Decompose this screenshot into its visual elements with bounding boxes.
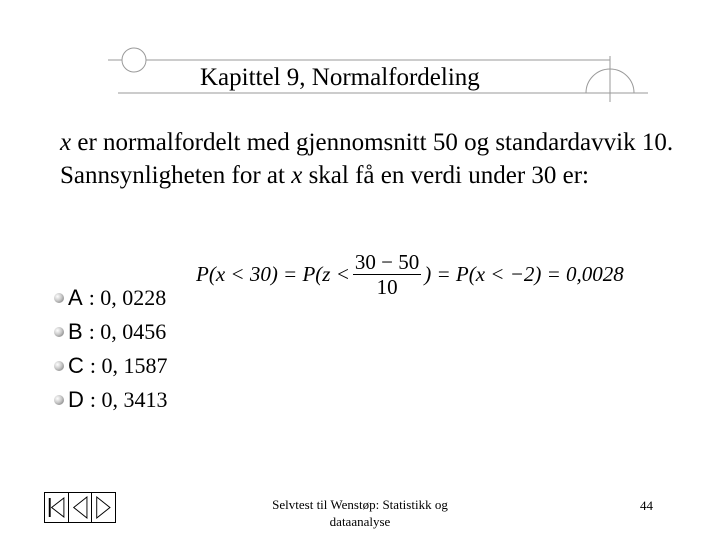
question-text	[60, 126, 700, 192]
probability-formula	[196, 244, 666, 304]
answer-value: : 0, 0456	[88, 319, 167, 344]
answer-option-c[interactable]	[54, 349, 168, 383]
bullet-icon	[54, 361, 64, 371]
question-variable: x	[291, 162, 303, 189]
question-variable: x	[60, 129, 72, 156]
previous-slide-button[interactable]	[69, 493, 93, 522]
slide-navigation	[44, 492, 116, 523]
answer-option-b[interactable]	[54, 315, 168, 349]
next-slide-icon	[92, 493, 115, 522]
first-slide-button[interactable]	[45, 493, 69, 522]
next-slide-button[interactable]	[92, 493, 115, 522]
fraction-denominator: 10	[376, 274, 398, 299]
previous-slide-icon	[69, 493, 92, 522]
formula-fraction	[353, 250, 421, 299]
slide-title: Kapittel 9, Normalfordeling	[200, 64, 480, 91]
answer-value: : 0, 3413	[89, 387, 168, 412]
question-part-1: er normalfordelt med gjennomsnitt 50 og standardavvik 10. Sannsynligheten for at	[60, 129, 674, 189]
answer-letter: C	[68, 353, 84, 378]
answer-letter: D	[68, 387, 84, 412]
fraction-numerator: 30 − 50	[354, 249, 420, 274]
answer-value: : 0, 0228	[88, 285, 167, 310]
answer-option-a[interactable]	[54, 281, 168, 315]
bullet-icon	[54, 293, 64, 303]
answer-options	[54, 281, 168, 417]
footer-text: Selvtest til Wenstøp: Statistikk og dataanalyse	[272, 497, 448, 529]
answer-letter: A	[68, 285, 83, 310]
title-decoration	[0, 0, 720, 120]
page-number: 44	[640, 498, 653, 513]
formula-part-2: ) = P(x < −2) = 0,0028	[424, 261, 624, 286]
formula-part-1: P(x < 30) = P(z <	[196, 261, 350, 286]
answer-value: : 0, 1587	[89, 353, 168, 378]
answer-option-d[interactable]	[54, 383, 168, 417]
answer-letter: B	[68, 319, 83, 344]
bullet-icon	[54, 327, 64, 337]
question-part-2: skal få en verdi under 30 er:	[302, 162, 590, 189]
first-slide-icon	[45, 493, 68, 522]
bullet-icon	[54, 395, 64, 405]
